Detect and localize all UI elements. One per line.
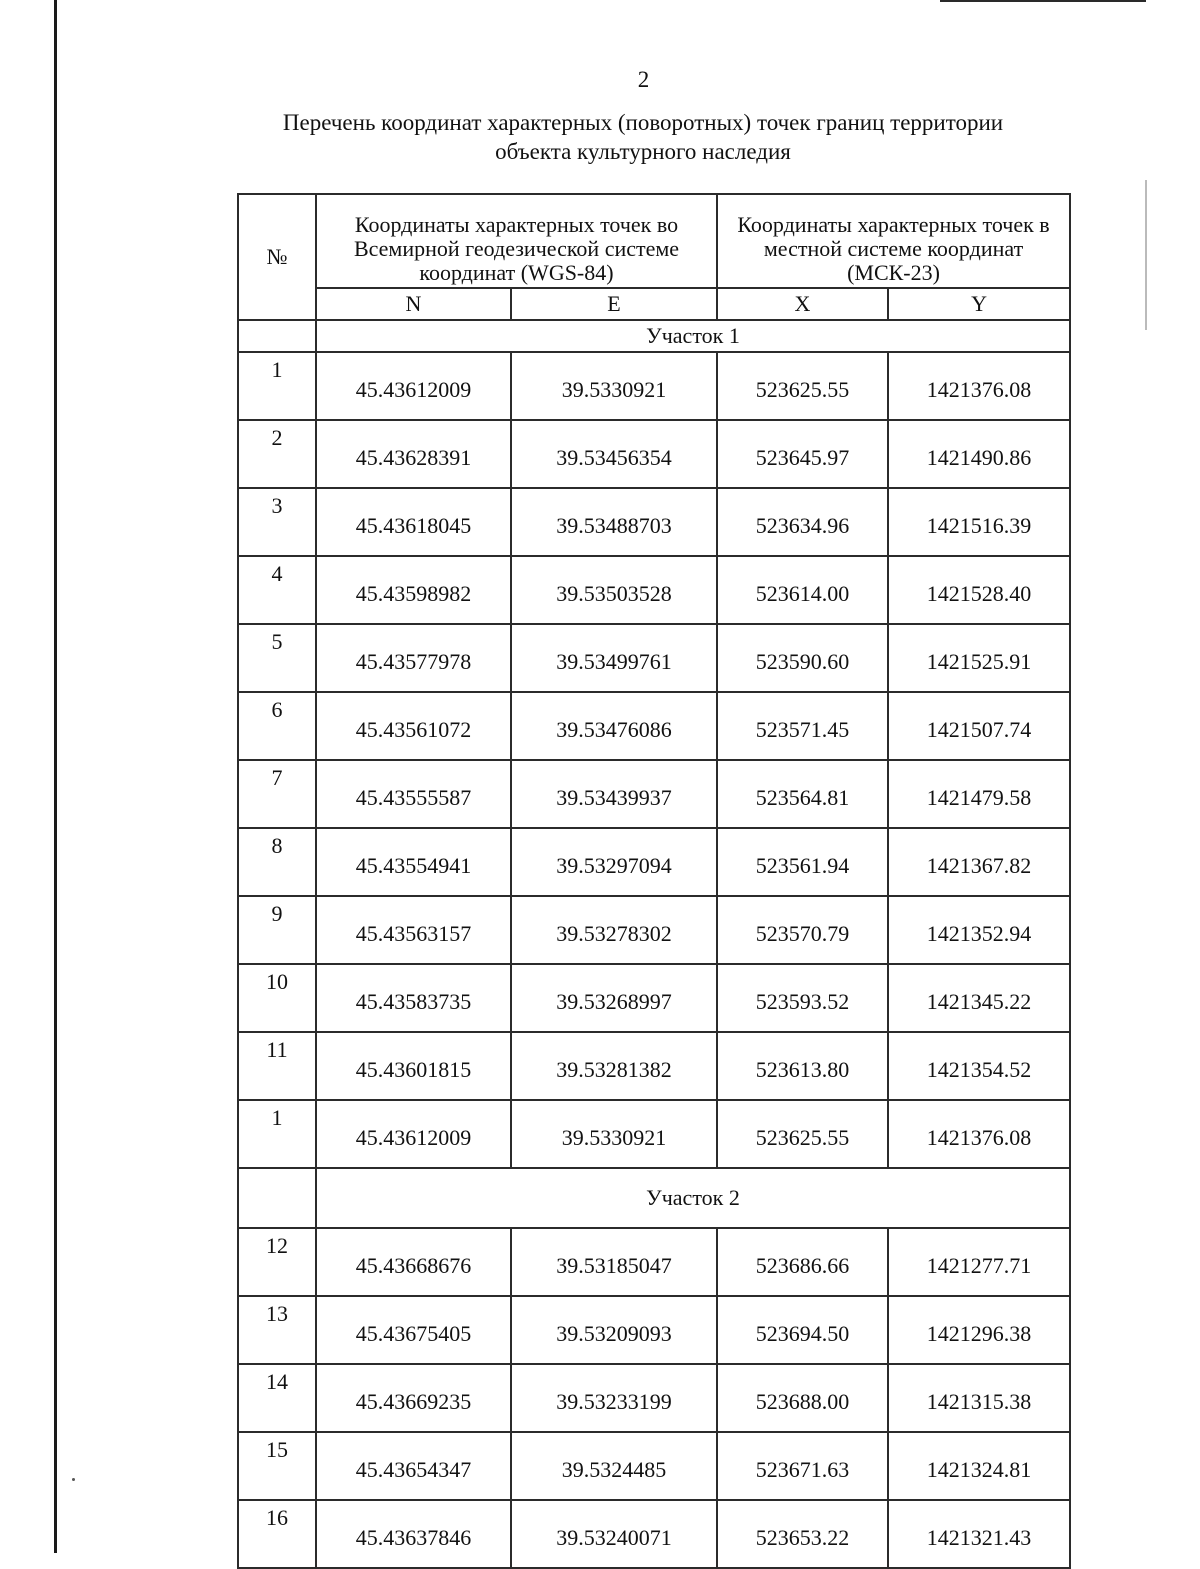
point-number-cell: 8 <box>238 828 316 896</box>
point-number-cell: 7 <box>238 760 316 828</box>
x-coordinate-cell: 523561.94 <box>717 828 888 896</box>
point-number-cell: 1 <box>238 352 316 420</box>
x-coordinate-cell: 523653.22 <box>717 1500 888 1568</box>
table-row <box>238 352 1070 420</box>
y-coordinate-cell: 1421324.81 <box>888 1432 1070 1500</box>
point-number-cell: 4 <box>238 556 316 624</box>
y-coordinate-cell: 1421352.94 <box>888 896 1070 964</box>
point-number-cell: 12 <box>238 1228 316 1296</box>
longitude-cell: 39.53499761 <box>511 624 717 692</box>
scan-top-line <box>940 0 1146 2</box>
point-number-cell: 13 <box>238 1296 316 1364</box>
x-coordinate-cell: 523625.55 <box>717 352 888 420</box>
point-number-cell: 11 <box>238 1032 316 1100</box>
table-row <box>238 556 1070 624</box>
table-row <box>238 896 1070 964</box>
page-number: 2 <box>637 67 650 92</box>
section-title: Участок 1 <box>316 320 1070 352</box>
point-number-cell: 15 <box>238 1432 316 1500</box>
y-coordinate-cell: 1421528.40 <box>888 556 1070 624</box>
latitude-cell: 45.43637846 <box>316 1500 511 1568</box>
y-coordinate-cell: 1421321.43 <box>888 1500 1070 1568</box>
section-number-cell <box>238 320 316 352</box>
section-row <box>238 1168 1070 1228</box>
header-col-e: E <box>511 288 717 320</box>
x-coordinate-cell: 523614.00 <box>717 556 888 624</box>
table-row <box>238 420 1070 488</box>
scan-dot <box>72 1478 75 1481</box>
latitude-cell: 45.43612009 <box>316 352 511 420</box>
x-coordinate-cell: 523593.52 <box>717 964 888 1032</box>
latitude-cell: 45.43675405 <box>316 1296 511 1364</box>
x-coordinate-cell: 523671.63 <box>717 1432 888 1500</box>
header-col-x: X <box>717 288 888 320</box>
point-number-cell: 2 <box>238 420 316 488</box>
y-coordinate-cell: 1421296.38 <box>888 1296 1070 1364</box>
x-coordinate-cell: 523613.80 <box>717 1032 888 1100</box>
point-number-cell: 16 <box>238 1500 316 1568</box>
longitude-cell: 39.5330921 <box>511 352 717 420</box>
x-coordinate-cell: 523645.97 <box>717 420 888 488</box>
section-row <box>238 320 1070 352</box>
table-row <box>238 624 1070 692</box>
y-coordinate-cell: 1421376.08 <box>888 1100 1070 1168</box>
y-coordinate-cell: 1421315.38 <box>888 1364 1070 1432</box>
longitude-cell: 39.53278302 <box>511 896 717 964</box>
table-row <box>238 1100 1070 1168</box>
longitude-cell: 39.53185047 <box>511 1228 717 1296</box>
point-number-cell: 3 <box>238 488 316 556</box>
x-coordinate-cell: 523625.55 <box>717 1100 888 1168</box>
latitude-cell: 45.43601815 <box>316 1032 511 1100</box>
x-coordinate-cell: 523694.50 <box>717 1296 888 1364</box>
y-coordinate-cell: 1421479.58 <box>888 760 1070 828</box>
x-coordinate-cell: 523564.81 <box>717 760 888 828</box>
latitude-cell: 45.43563157 <box>316 896 511 964</box>
table-header-row <box>238 194 1070 288</box>
scan-left-edge <box>54 0 57 1553</box>
latitude-cell: 45.43654347 <box>316 1432 511 1500</box>
table-subheader-row <box>238 288 1070 320</box>
header-wgs84-group: Координаты характерных точек во Всемирной геодезической системе координат (WGS-84) <box>316 194 717 288</box>
latitude-cell: 45.43669235 <box>316 1364 511 1432</box>
latitude-cell: 45.43618045 <box>316 488 511 556</box>
x-coordinate-cell: 523571.45 <box>717 692 888 760</box>
y-coordinate-cell: 1421516.39 <box>888 488 1070 556</box>
longitude-cell: 39.53488703 <box>511 488 717 556</box>
y-coordinate-cell: 1421354.52 <box>888 1032 1070 1100</box>
table-row <box>238 488 1070 556</box>
document-title-line-2: объекта культурного наследия <box>495 139 791 164</box>
longitude-cell: 39.53476086 <box>511 692 717 760</box>
table-row <box>238 828 1070 896</box>
header-col-y: Y <box>888 288 1070 320</box>
latitude-cell: 45.43598982 <box>316 556 511 624</box>
point-number-cell: 1 <box>238 1100 316 1168</box>
point-number-cell: 6 <box>238 692 316 760</box>
point-number-cell: 14 <box>238 1364 316 1432</box>
longitude-cell: 39.53268997 <box>511 964 717 1032</box>
latitude-cell: 45.43555587 <box>316 760 511 828</box>
latitude-cell: 45.43561072 <box>316 692 511 760</box>
x-coordinate-cell: 523570.79 <box>717 896 888 964</box>
document-title <box>200 108 1086 166</box>
longitude-cell: 39.53297094 <box>511 828 717 896</box>
longitude-cell: 39.53281382 <box>511 1032 717 1100</box>
longitude-cell: 39.5324485 <box>511 1432 717 1500</box>
header-col-n: N <box>316 288 511 320</box>
latitude-cell: 45.43554941 <box>316 828 511 896</box>
latitude-cell: 45.43612009 <box>316 1100 511 1168</box>
table-row <box>238 692 1070 760</box>
y-coordinate-cell: 1421525.91 <box>888 624 1070 692</box>
coordinates-table <box>237 193 1071 1569</box>
y-coordinate-cell: 1421367.82 <box>888 828 1070 896</box>
y-coordinate-cell: 1421490.86 <box>888 420 1070 488</box>
y-coordinate-cell: 1421507.74 <box>888 692 1070 760</box>
longitude-cell: 39.53503528 <box>511 556 717 624</box>
table-row <box>238 1500 1070 1568</box>
header-number: № <box>238 194 316 320</box>
table-row <box>238 964 1070 1032</box>
longitude-cell: 39.53439937 <box>511 760 717 828</box>
latitude-cell: 45.43583735 <box>316 964 511 1032</box>
document-title-line-1: Перечень координат характерных (поворотных) точек границ территории <box>282 110 1004 135</box>
table-row <box>238 1432 1070 1500</box>
longitude-cell: 39.53233199 <box>511 1364 717 1432</box>
point-number-cell: 10 <box>238 964 316 1032</box>
longitude-cell: 39.53456354 <box>511 420 717 488</box>
table-row <box>238 1296 1070 1364</box>
x-coordinate-cell: 523590.60 <box>717 624 888 692</box>
longitude-cell: 39.5330921 <box>511 1100 717 1168</box>
table-row <box>238 1364 1070 1432</box>
table-row <box>238 760 1070 828</box>
x-coordinate-cell: 523634.96 <box>717 488 888 556</box>
latitude-cell: 45.43628391 <box>316 420 511 488</box>
section-title: Участок 2 <box>316 1168 1070 1228</box>
x-coordinate-cell: 523688.00 <box>717 1364 888 1432</box>
table-row <box>238 1228 1070 1296</box>
y-coordinate-cell: 1421376.08 <box>888 352 1070 420</box>
x-coordinate-cell: 523686.66 <box>717 1228 888 1296</box>
longitude-cell: 39.53209093 <box>511 1296 717 1364</box>
header-msk23-group: Координаты характерных точек в местной системе координат (МСК-23) <box>717 194 1070 288</box>
longitude-cell: 39.53240071 <box>511 1500 717 1568</box>
coordinates-table-body <box>238 194 1070 1568</box>
latitude-cell: 45.43668676 <box>316 1228 511 1296</box>
section-number-cell <box>238 1168 316 1228</box>
latitude-cell: 45.43577978 <box>316 624 511 692</box>
table-row <box>238 1032 1070 1100</box>
y-coordinate-cell: 1421345.22 <box>888 964 1070 1032</box>
point-number-cell: 5 <box>238 624 316 692</box>
point-number-cell: 9 <box>238 896 316 964</box>
y-coordinate-cell: 1421277.71 <box>888 1228 1070 1296</box>
scan-right-mark <box>1145 180 1147 330</box>
